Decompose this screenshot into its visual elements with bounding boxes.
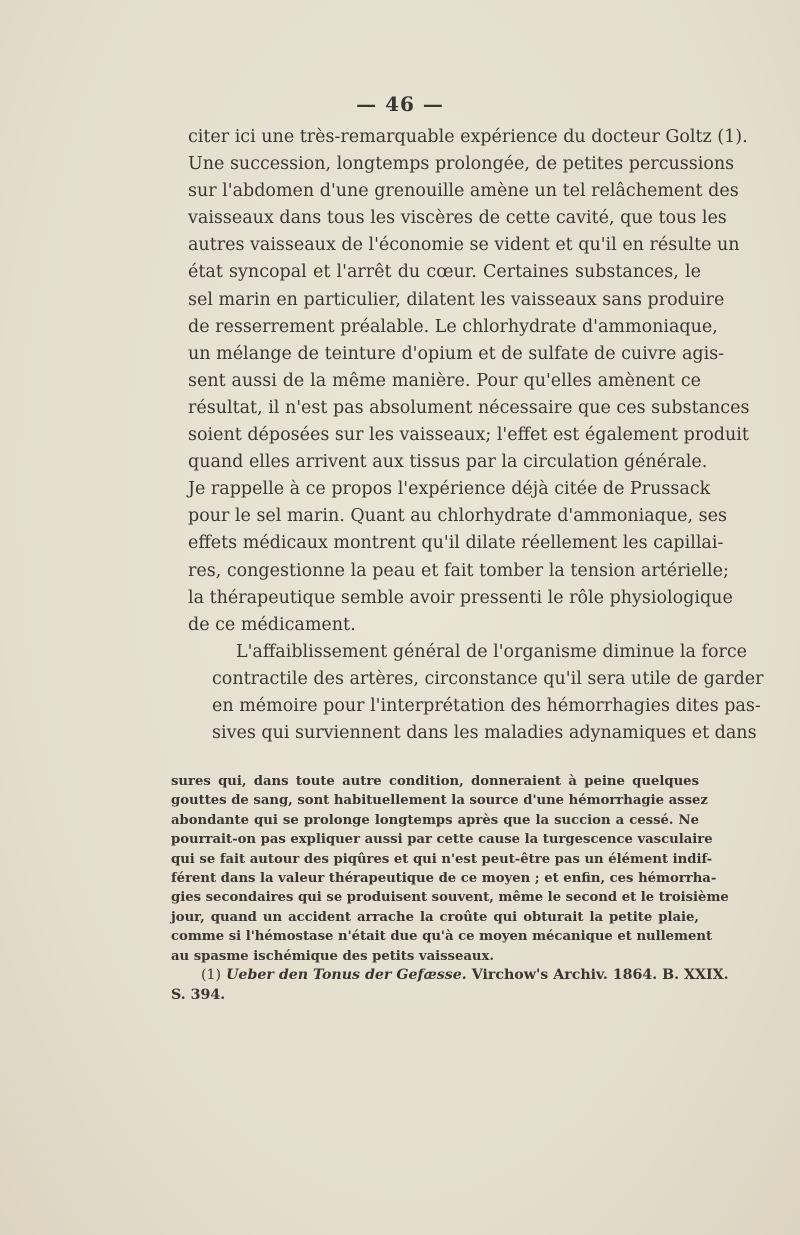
- text-line: un mélange de teinture d'opium et de sulfate de cuivre agis-: [188, 343, 725, 364]
- text-line: sur l'abdomen d'une grenouille amène un tel relâchement des: [188, 181, 739, 202]
- text-line: de resserrement préalable. Le chlorhydrate d'ammoniaque,: [188, 316, 718, 337]
- text-line: autres vaisseaux de l'économie se vident et qu'il en résulte un: [188, 235, 740, 256]
- footnote-page: S. 394.: [171, 986, 226, 1003]
- text-line: Une succession, longtemps prolongée, de petites percussions: [188, 154, 735, 175]
- main-text: [188, 124, 764, 747]
- text-line: sel marin en particulier, dilatent les vaisseaux sans produire: [188, 289, 725, 310]
- text-line: état syncopal et l'arrêt du cœur. Certaines substances, le: [188, 262, 701, 283]
- paragraph-1: [188, 124, 750, 639]
- text-line: sent aussi de la même manière. Pour qu'elles amènent ce: [188, 370, 701, 391]
- note-line: sures qui, dans toute autre condition, donneraient à peine quelques: [171, 774, 699, 789]
- footnote-first-line: [171, 966, 729, 986]
- note-line: abondante qui se prolonge longtemps après que la succion a cessé. Ne: [171, 812, 699, 828]
- text-line: res, congestionne la peau et fait tomber la tension artérielle;: [188, 560, 729, 581]
- text-line: effets médicaux montrent qu'il dilate réellement les capillai-: [188, 533, 724, 554]
- text-line: L'affaiblissement général de l'organisme diminue la force: [236, 641, 748, 662]
- note-line: jour, quand un accident arrache la croûte qui obturait la petite plaie,: [171, 909, 699, 925]
- note-line: férent dans la valeur thérapeutique de ce moyen ; et enfin, ces hémorrha-: [171, 871, 717, 887]
- text-line: pour le sel marin. Quant au chlorhydrate d'ammoniaque, ses: [188, 506, 727, 527]
- note-line: pourrait-on pas expliquer aussi par cette cause la turgescence vasculaire: [171, 832, 713, 848]
- footnote: [171, 966, 729, 1005]
- page-number: — 46 —: [356, 92, 444, 116]
- note-line: gies secondaires qui se produisent souvent, même le second et le troisième: [171, 890, 729, 906]
- note-line: gouttes de sang, sont habituellement la source d'une hémorrhagie assez: [171, 793, 708, 809]
- footnote-mark: (1): [201, 967, 222, 984]
- note-line: comme si l'hémostase n'était due qu'à ce moyen mécanique et nullement: [171, 929, 713, 945]
- text-line: résultat, il n'est pas absolument nécessaire que ces substances: [188, 397, 750, 418]
- text-line: en mémoire pour l'interprétation des hémorrhagies dites pas-: [212, 695, 761, 716]
- text-line: de ce médicament.: [188, 614, 356, 635]
- footnote-source: Virchow's Archiv. 1864. B. XXIX.: [471, 967, 729, 984]
- footnote-title: Ueber den Tonus der Gefæsse.: [226, 967, 467, 984]
- text-line: citer ici une très-remarquable expérience du docteur Goltz (1).: [188, 127, 748, 147]
- note-line: qui se fait autour des piqûres et qui n'est peut-être pas un élément indif-: [171, 851, 713, 867]
- text-line: soient déposées sur les vaisseaux; l'effet est également produit: [188, 425, 749, 446]
- text-line: sives qui surviennent dans les maladies adynamiques et dans: [212, 723, 757, 744]
- text-line: quand elles arrivent aux tissus par la circulation générale.: [188, 452, 708, 473]
- text-line: la thérapeutique semble avoir pressenti le rôle physiologique: [188, 587, 733, 608]
- text-line: vaisseaux dans tous les viscères de cette cavité, que tous les: [188, 208, 727, 229]
- text-line: contractile des artères, circonstance qu'il sera utile de garder: [212, 668, 764, 689]
- notes-section: [171, 772, 729, 1005]
- text-line: Je rappelle à ce propos l'expérience déjà citée de Prussack: [188, 479, 711, 500]
- note-line: au spasme ischémique des petits vaisseaux.: [171, 948, 494, 964]
- paragraph-2: [188, 639, 764, 747]
